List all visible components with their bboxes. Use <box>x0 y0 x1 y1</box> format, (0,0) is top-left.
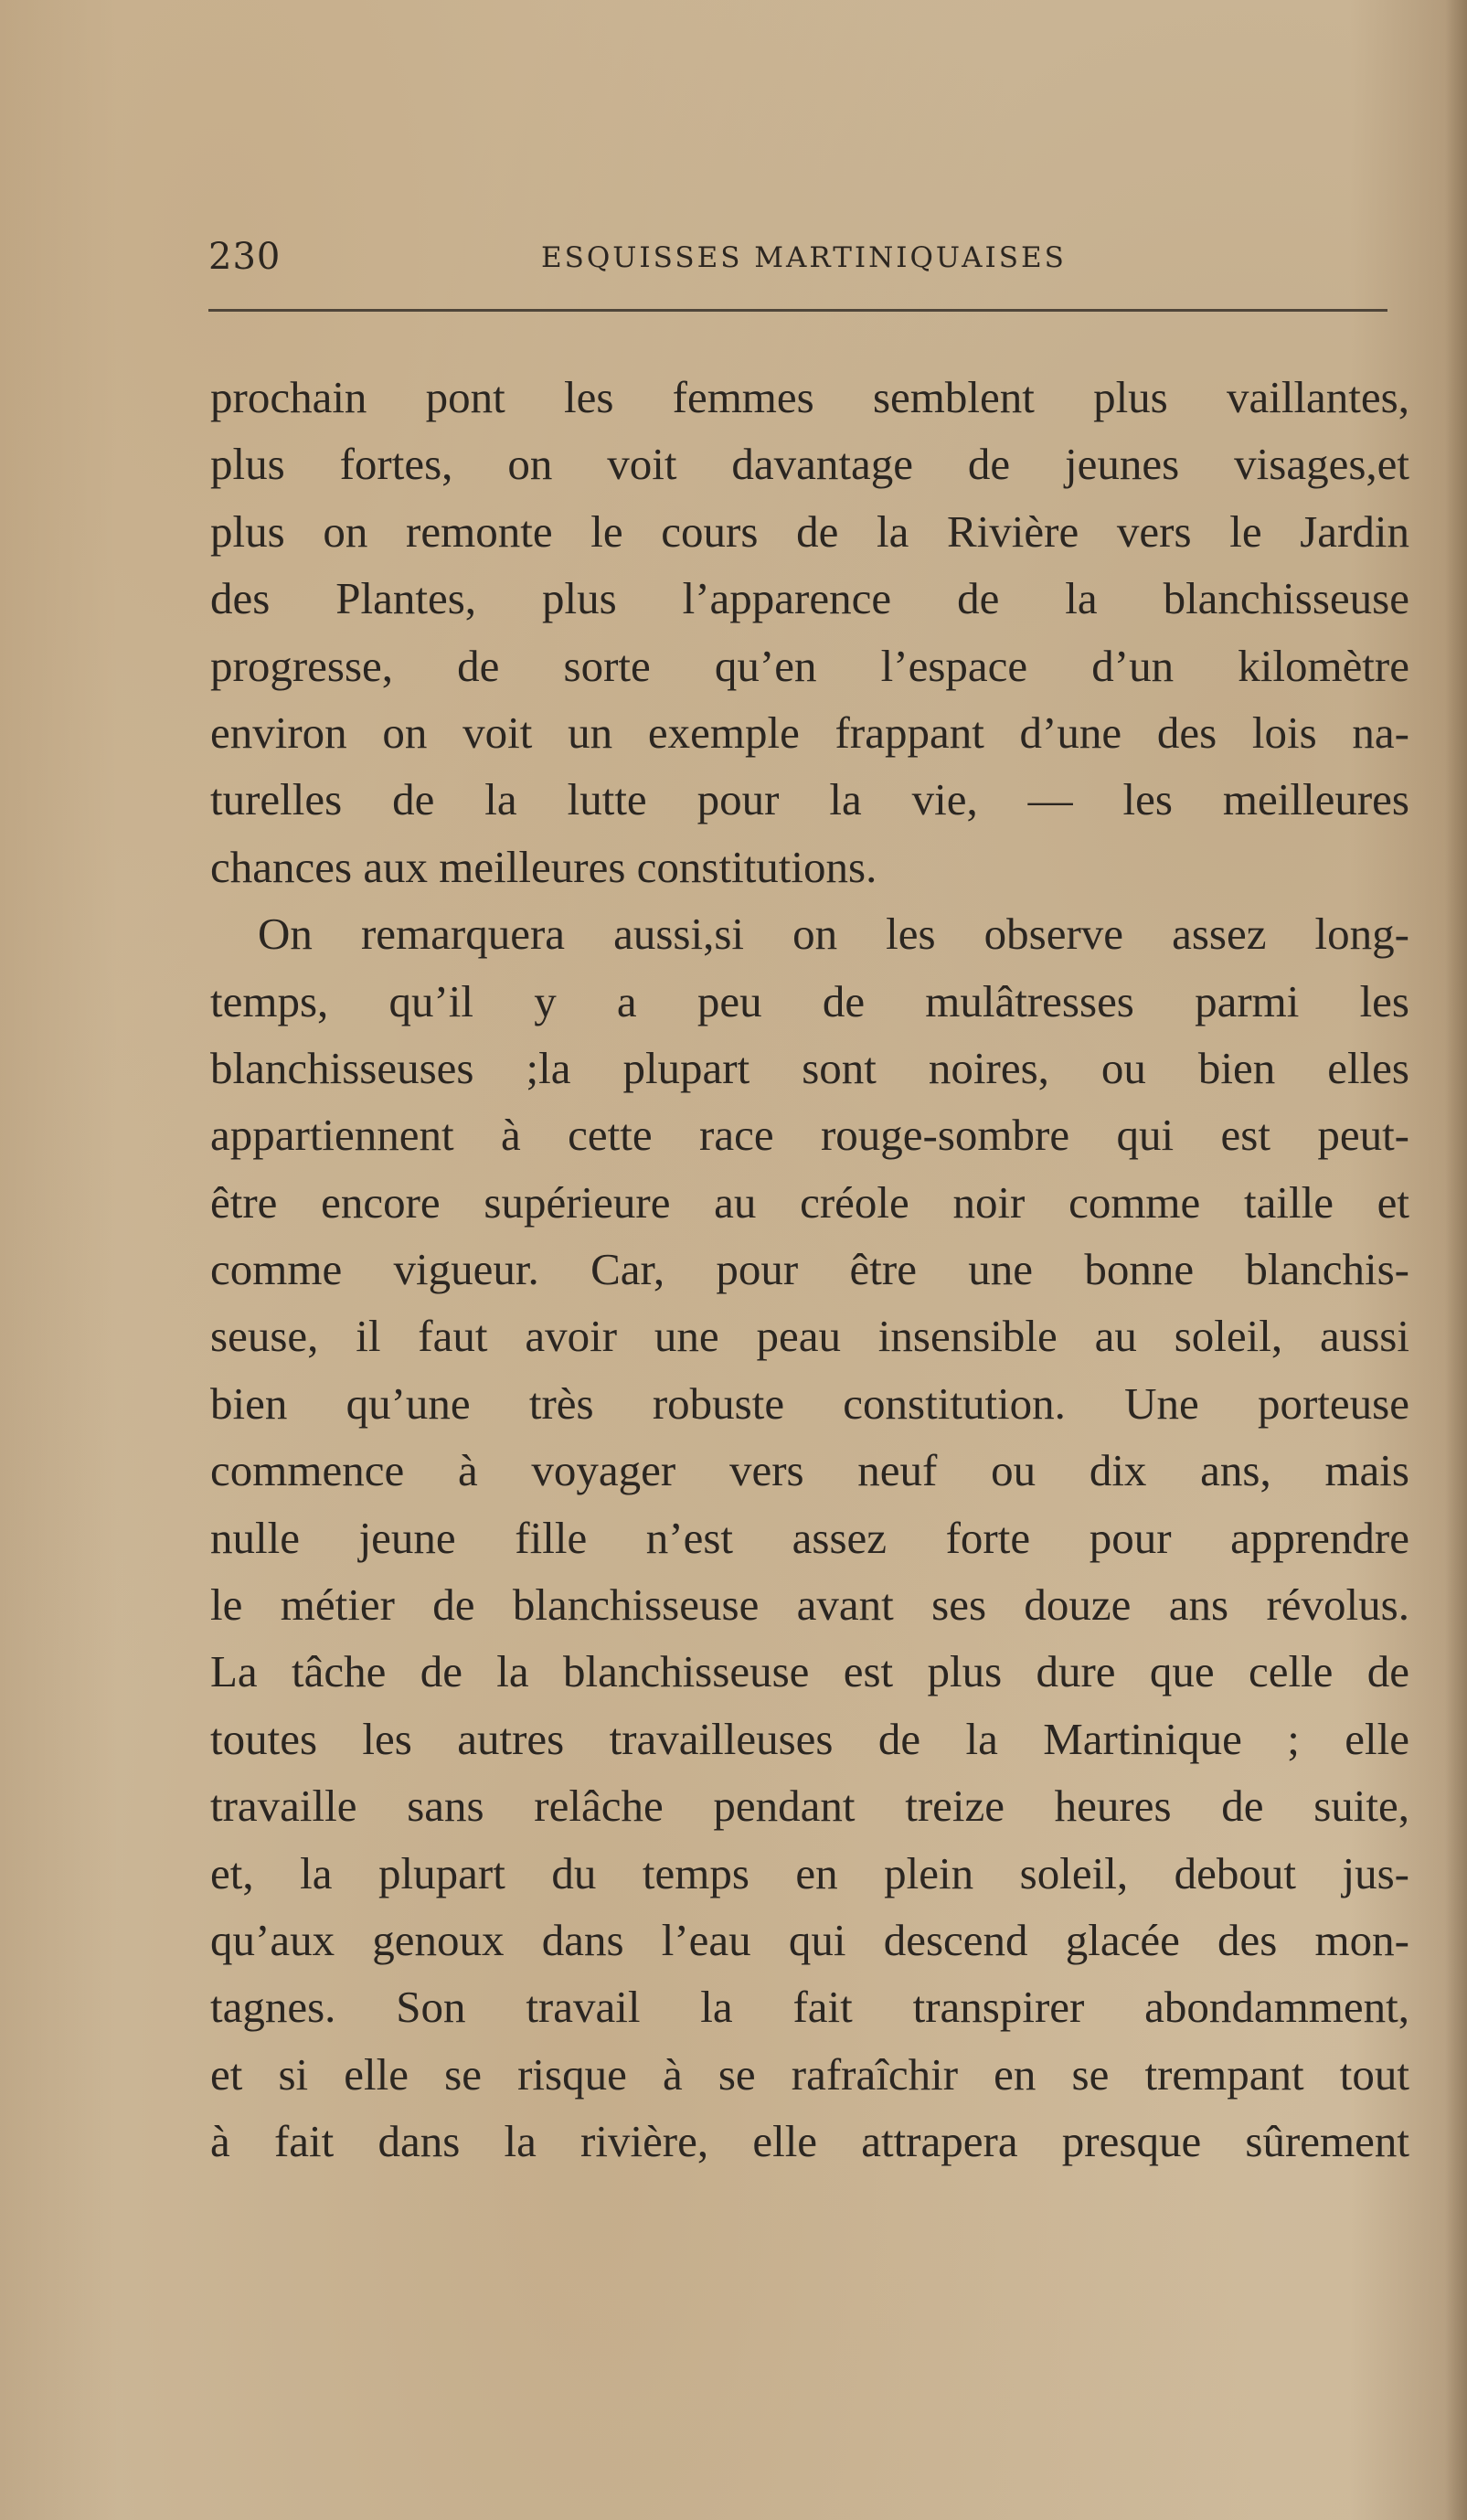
header-rule <box>208 309 1387 312</box>
page-header <box>208 236 1387 282</box>
text-line: chances aux meilleures constitutions. <box>210 841 877 892</box>
text-line: appartiennent à cette race rouge-sombre qui est peut- <box>210 1110 1409 1161</box>
text-line: bien qu’une très robuste constitution. Une porteuse <box>210 1377 1409 1429</box>
text-line: toutes les autres travailleuses de la Martinique ; elle <box>210 1713 1409 1764</box>
text-line: qu’aux genoux dans l’eau qui descend glacée des mon- <box>210 1914 1409 1965</box>
text-line: progresse, de sorte qu’en l’espace d’un kilomètre <box>210 640 1409 691</box>
text-line: le métier de blanchisseuse avant ses douze ans révolus. <box>210 1579 1409 1631</box>
text-line: et si elle se risque à se rafraîchir en se trempant tout <box>210 2048 1409 2100</box>
page-edge-shadow <box>1445 0 1467 2520</box>
page-number: 230 <box>208 236 282 278</box>
paragraph <box>210 900 1409 2174</box>
text-line: travaille sans relâche pendant treize heures de suite, <box>210 1781 1409 1832</box>
text-line: commence à voyager vers neuf ou dix ans, mais <box>210 1445 1409 1496</box>
text-line: tagnes. Son travail la fait transpirer abondamment, <box>210 1982 1409 2033</box>
text-line: être encore supérieure au créole noir comme taille et <box>210 1176 1409 1228</box>
text-line: prochain pont les femmes semblent plus vaillantes, <box>210 372 1409 422</box>
text-line: plus on remonte le cours de la Rivière vers le Jardin <box>210 505 1409 557</box>
body-text <box>210 364 1409 2175</box>
text-line: à fait dans la rivière, elle attrapera presque sûrement <box>210 2116 1409 2167</box>
text-line: temps, qu’il y a peu de mulâtresses parmi les <box>210 975 1409 1026</box>
text-line: et, la plupart du temps en plein soleil, debout jus- <box>210 1847 1409 1898</box>
text-line: nulle jeune fille n’est assez forte pour apprendre <box>210 1512 1409 1563</box>
paragraph <box>210 364 1409 900</box>
text-line: plus fortes, on voit davantage de jeunes visages,et <box>210 439 1409 490</box>
text-line: blanchisseuses ;la plupart sont noires, ou bien elles <box>210 1042 1409 1093</box>
text-line: environ on voit un exemple frappant d’une des lois na- <box>210 707 1409 758</box>
text-line: seuse, il faut avoir une peau insensible au soleil, aussi <box>210 1311 1409 1362</box>
text-line: turelles de la lutte pour la vie, — les meilleures <box>210 774 1409 825</box>
text-line: On remarquera aussi,si on les observe assez long- <box>258 909 1409 960</box>
running-title: ESQUISSES MARTINIQUAISES <box>541 241 1067 274</box>
text-line: La tâche de la blanchisseuse est plus dure que celle de <box>210 1646 1409 1697</box>
text-line: des Plantes, plus l’apparence de la blanchisseuse <box>210 573 1409 624</box>
text-line: comme vigueur. Car, pour être une bonne blanchis- <box>210 1244 1409 1295</box>
